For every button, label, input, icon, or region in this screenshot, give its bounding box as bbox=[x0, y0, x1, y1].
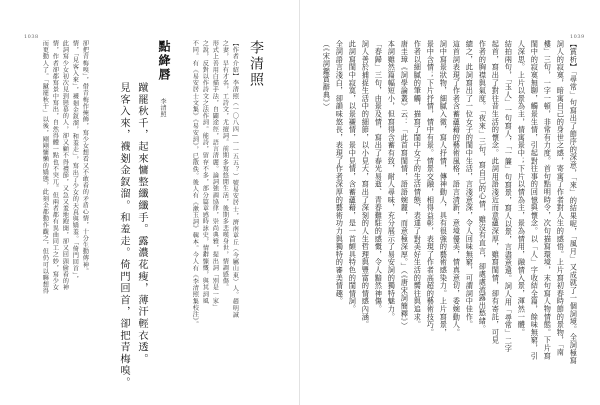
text-column: 全詞語言淺白，卻韻味悠長，表現了作者深厚的藝術功力與獨特的審美情趣。 bbox=[335, 40, 345, 306]
text-column: 唐圭璋《詞學論叢》云：「此首寫閨情，語語婉麗，而意極深厚。」（《唐宋詞簡釋》） bbox=[400, 40, 410, 330]
text-column: 作者的胸襟與氣度。「夜來」三句，寫自己的心情，雖沒有直言，卻處處流露出愁緒。 bbox=[478, 40, 488, 333]
right-page bbox=[300, 0, 600, 405]
text-column: 本詞雖然篇幅短小，但寫得含蓄有致，耐人尋味，充分展示了易安詞的獨特魅力。 bbox=[387, 40, 397, 321]
text-column: 詞人的寂寞，暗寓自己的身世之感，寄寓了作者對人生的感悟。上片寫初春時節的景物，「南 bbox=[556, 40, 566, 357]
text-column: 閨中的寂寞無聊，觸景生情，引起對往事的回憶與懷念。以「人」字收結全篇，餘味無窮，引 bbox=[530, 40, 540, 360]
poem-title: 點絳唇 bbox=[157, 40, 171, 82]
annotation-column: 此詞寫少女初次見到戀慕的人，卻又顧不得禮節，又急又羞地跑開，卻又回頭偷看的神 bbox=[61, 40, 69, 291]
author-bio-column: 之妻，早有才名，工詩文，尤擅詞。前期多寫悠閒生活，後期多悲嘆身世，情調感傷。 bbox=[221, 40, 229, 291]
poem-line: 見客入來，襪剗金釵溜。和羞走。倚門回首，卻把青梅嗅。 bbox=[118, 82, 129, 389]
text-column: 樓」三句，一字一頓，非常有力度。首句點明時令，次句描寫環境，末句寫人物情態。下片寫 bbox=[543, 40, 553, 360]
text-column: （《宋詞鑑賞辭典》） bbox=[322, 40, 332, 111]
text-column: 起首，寫出了對往昔生活的懷念。此詞用語淺近而意蘊深厚，雖寫閨情，卻有寄託，可見 bbox=[491, 40, 501, 345]
text-column: 總之，此詞寫出了一位女子的閨中生活，言淺意深，令人回味無窮，可謂詞中佳作。 bbox=[465, 40, 475, 329]
text-column: 【賞析】「尋常」句寫出了節序的深意，「來」的結果呢，「風月」又成就了一個詞境。全詞極寫 bbox=[569, 40, 579, 365]
author-bio-column: 形式上善用白描手法，自闢途徑，語言清麗。論詞強調協律，崇尚典雅，提出詞「別是一家」 bbox=[211, 40, 219, 311]
text-column: 詞中寫景狀物，細膩入微，寫人抒情，傳神動人，具有很強的藝術感染力。上片寫景， bbox=[439, 40, 449, 337]
annotation-column: 而更動人了。「蹴罷秋千」以後，剛剛慵懶的嬌態，此刻全都動作觀之，但仍可以聯想得 bbox=[41, 40, 49, 295]
author-bio-column: 【作者介紹】李清照（一〇八四—一一五五？）號易安居士，濟南章丘（今屬山東）人。趙明誠 bbox=[231, 40, 239, 318]
author-bio-column: 不同。有《易安居士文集》《易安詞》，已散佚。後人有《漱玉詞》輯本。今人有《李清照集校注》。 bbox=[191, 40, 199, 328]
author-name: 李清照 bbox=[248, 40, 264, 88]
text-column: 詞人善於捕捉生活中的細節，以小見大，寫出了深刻的人生哲理與豐富的情感內涵。 bbox=[361, 40, 371, 329]
poem-line: 蹴罷秋千，起來慵整纖纖手。露濃花瘦，薄汗輕衣透。 bbox=[136, 82, 147, 366]
text-column: 此詞寫閨中寂寞，以景襯情，景中見情，含蓄蘊藉，是一首頗具特色的閨情詞。 bbox=[348, 40, 358, 313]
poem-title-note: 李清照 bbox=[159, 98, 166, 118]
text-column: 人深思。上片以景為主，情寓景中；下片以情為主，景為情用，融情入景，渾然一體。 bbox=[517, 40, 527, 337]
annotation-column: 情，「見客入來」，襪剗金釵溜，和羞走」，寫出了少女的天真與嬌羞。「倚門回首」， bbox=[71, 40, 79, 282]
annotation-column: 情，作者卻都寫景中寫出，自然得體一點也不突兀。但兩者都有異曲同工之妙，寫少女 bbox=[51, 40, 59, 291]
annotation-column: 卻把青梅嗅」，借青梅作掩飾，寫少女想看又不敢看的矛盾心情，十分生動傳神。 bbox=[81, 40, 89, 275]
text-column: 結拍兩句，「玉人」一句寫人，「一簾」句寫景，寫人以景，言盡意遠。詞人用「尋常」二字 bbox=[504, 40, 514, 353]
author-bio-column: 之說，反對以作詩文之法作詞。能詩，留存不多，部分篇章感時詠史，情辭慷慨，與其詞風 bbox=[201, 40, 209, 304]
text-column: 作者以細膩的筆觸，描寫了閨中女子的生活情態，表達了對美好生活的嚮往與追求。 bbox=[413, 40, 423, 329]
text-column: 景中含情；下片抒情，情中有景。情景交融，相得益彰，表現了作者高超的藝術技巧。 bbox=[426, 40, 436, 337]
text-column: 這首詞表現了作者含蓄蘊藉的藝術風格，語言清新，意境優美，情真意切，委婉動人。 bbox=[452, 40, 462, 337]
text-column: 「春歸」三句，由景及情，寫出了春光易逝、青春難駐的感慨，令人黯然神傷。 bbox=[374, 40, 384, 313]
page-number-left: 1038 bbox=[24, 34, 39, 40]
page-number-right: 1039 bbox=[570, 34, 585, 40]
